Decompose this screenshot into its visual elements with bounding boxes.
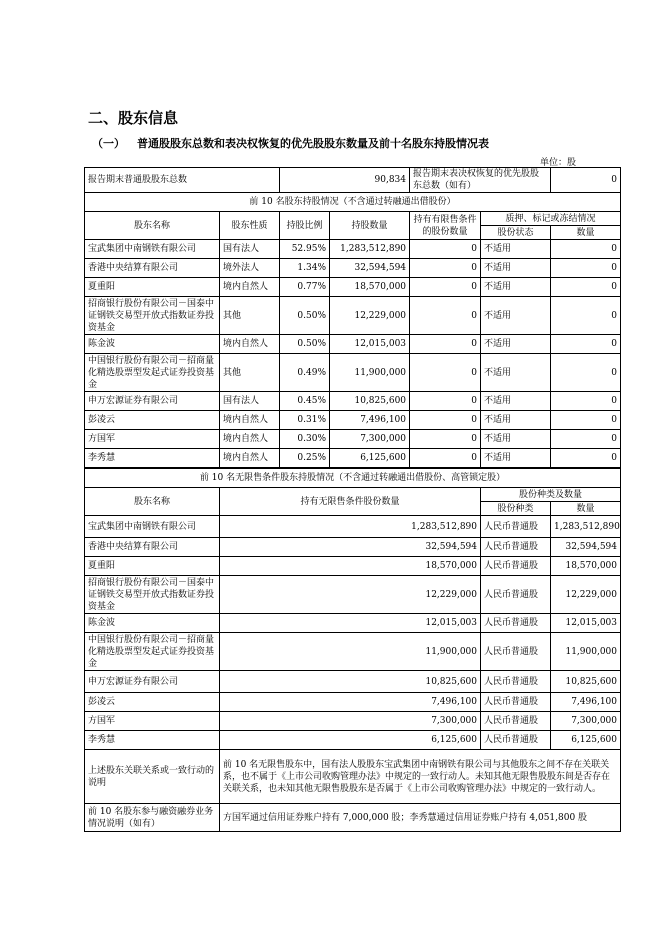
relation-note-label: 上述股东关联关系或一致行动的说明: [85, 750, 220, 804]
share-status: 不适用: [481, 278, 551, 297]
holder-name: 申万宏源证券有限公司: [85, 671, 220, 693]
header-unrestricted-shares: 持有无限售条件股份数量: [220, 488, 481, 516]
header-kind-qty: 数量: [551, 502, 621, 516]
pref-holders-value: 0: [551, 168, 621, 193]
header-shares: 持股数量: [330, 212, 410, 240]
holding-ratio: 0.77%: [280, 278, 330, 297]
share-status: 不适用: [481, 449, 551, 468]
holder-nature: 境内自然人: [220, 335, 280, 354]
holding-ratio: 0.49%: [280, 354, 330, 392]
holding-shares: 7,496,100: [330, 411, 410, 430]
holder-nature: 其他: [220, 297, 280, 335]
unrestricted-shares: 11,900,000: [220, 633, 481, 671]
header-restricted: 持有有限售条件的股份数量: [410, 212, 481, 240]
unit-label: 单位：股: [540, 158, 577, 168]
holding-ratio: 0.50%: [280, 335, 330, 354]
common-holders-value: 90,834: [280, 168, 410, 193]
unrestricted-shares: 18,570,000: [220, 557, 481, 576]
holding-ratio: 0.30%: [280, 430, 330, 449]
unrestricted-shares: 12,015,003: [220, 614, 481, 633]
share-kind: 人民币普通股: [481, 712, 551, 731]
unrestricted-shares: 6,125,600: [220, 731, 481, 750]
unrestricted-shares: 10,825,600: [220, 671, 481, 693]
share-status: 不适用: [481, 259, 551, 278]
margin-note-row: [85, 804, 621, 832]
margin-note-label: 前 10 名股东参与融资融券业务情况说明（如有）: [85, 804, 220, 832]
holder-name: 宝武集团中南钢铁有限公司: [85, 516, 220, 538]
holder-nature: 境内自然人: [220, 449, 280, 468]
share-kind-qty: 10,825,600: [551, 671, 621, 693]
pledge-qty: 0: [551, 354, 621, 392]
shareholders-table: [84, 167, 621, 468]
holding-shares: 18,570,000: [330, 278, 410, 297]
header-kind-group: 股份种类及数量: [481, 488, 621, 502]
holding-ratio: 0.45%: [280, 392, 330, 411]
holder-name: 李秀慧: [85, 449, 220, 468]
restricted-shares: 0: [410, 278, 481, 297]
holder-name: 中国银行股份有限公司－招商量化精选股票型发起式证券投资基金: [85, 354, 220, 392]
table-row: [85, 430, 621, 449]
share-kind-qty: 18,570,000: [551, 557, 621, 576]
share-kind-qty: 12,229,000: [551, 576, 621, 614]
top10-title: 前 10 名股东持股情况（不含通过转融通出借股份）: [85, 193, 621, 212]
header-share-status: 股份状态: [481, 226, 551, 240]
pledge-qty: 0: [551, 335, 621, 354]
share-status: 不适用: [481, 411, 551, 430]
share-kind: 人民币普通股: [481, 731, 551, 750]
share-status: 不适用: [481, 392, 551, 411]
sub-title-text: 普通股股东总数和表决权恢复的优先股股东数量及前十名股东持股情况表: [137, 137, 489, 150]
common-holders-label: 报告期末普通股股东总数: [85, 168, 280, 193]
top10-header-row: [85, 212, 621, 226]
holder-nature: 境内自然人: [220, 411, 280, 430]
holding-ratio: 52.95%: [280, 240, 330, 259]
holder-nature: 境外法人: [220, 259, 280, 278]
holding-ratio: 0.31%: [280, 411, 330, 430]
restricted-shares: 0: [410, 297, 481, 335]
share-status: 不适用: [481, 430, 551, 449]
restricted-shares: 0: [410, 335, 481, 354]
holder-nature: 境内自然人: [220, 430, 280, 449]
header-unrestricted-name: 股东名称: [85, 488, 220, 516]
share-kind: 人民币普通股: [481, 633, 551, 671]
share-kind-qty: 11,900,000: [551, 633, 621, 671]
header-kind: 股份种类: [481, 502, 551, 516]
table-row: [85, 392, 621, 411]
holder-nature: 其他: [220, 354, 280, 392]
table-row: [85, 671, 621, 693]
holding-shares: 6,125,600: [330, 449, 410, 468]
pledge-qty: 0: [551, 259, 621, 278]
table-row: [85, 712, 621, 731]
summary-row: [85, 168, 621, 193]
table-row: [85, 633, 621, 671]
header-pledge-qty: 数量: [551, 226, 621, 240]
holder-name: 方国军: [85, 430, 220, 449]
holding-shares: 10,825,600: [330, 392, 410, 411]
share-kind-qty: 1,283,512,890: [551, 516, 621, 538]
holding-ratio: 0.50%: [280, 297, 330, 335]
holding-ratio: 0.25%: [280, 449, 330, 468]
holder-name: 招商银行股份有限公司－国泰中证钢铁交易型开放式指数证券投资基金: [85, 297, 220, 335]
restricted-shares: 0: [410, 449, 481, 468]
header-ratio: 持股比例: [280, 212, 330, 240]
share-kind-qty: 32,594,594: [551, 538, 621, 557]
share-kind: 人民币普通股: [481, 576, 551, 614]
holder-name: 彭凌云: [85, 693, 220, 712]
share-status: 不适用: [481, 335, 551, 354]
relation-note-text: 前 10 名无限售股东中，国有法人股股东宝武集团中南钢铁有限公司与其他股东之间不存在关联关系，也不属于《上市公司收购管理办法》中规定的一致行动人。未知其他无限售股股东间是否存在关联关系，也未知其他无限售股股东是否属于《上市公司收购管理办法》中规定的一致行动人。: [220, 750, 621, 804]
share-kind: 人民币普通股: [481, 557, 551, 576]
share-kind: 人民币普通股: [481, 538, 551, 557]
table-row: [85, 614, 621, 633]
holding-ratio: 1.34%: [280, 259, 330, 278]
table-row: [85, 693, 621, 712]
share-kind: 人民币普通股: [481, 516, 551, 538]
holder-nature: 国有法人: [220, 240, 280, 259]
pledge-qty: 0: [551, 449, 621, 468]
table-row: [85, 335, 621, 354]
unrestricted-shares: 32,594,594: [220, 538, 481, 557]
holder-name: 宝武集团中南钢铁有限公司: [85, 240, 220, 259]
unrestricted-shares: 7,496,100: [220, 693, 481, 712]
holder-name: 香港中央结算有限公司: [85, 538, 220, 557]
section-title: 二、股东信息: [88, 109, 179, 127]
table-row: [85, 259, 621, 278]
pref-holders-label: 报告期末表决权恢复的优先股股东总数（如有）: [410, 168, 551, 193]
pledge-qty: 0: [551, 392, 621, 411]
holder-name: 夏重阳: [85, 278, 220, 297]
holder-name: 陈金波: [85, 335, 220, 354]
table-row: [85, 240, 621, 259]
unrestricted-title: 前 10 名无限售条件股东持股情况（不含通过转融通出借股份、高管锁定股）: [85, 469, 621, 488]
restricted-shares: 0: [410, 392, 481, 411]
holder-nature: 境内自然人: [220, 278, 280, 297]
share-kind-qty: 12,015,003: [551, 614, 621, 633]
margin-note-text: 方国军通过信用证券账户持有 7,000,000 股；李秀慧通过信用证券账户持有 4,051,800 股: [220, 804, 621, 832]
sub-title: [92, 135, 489, 151]
sub-title-number: （一）: [92, 137, 125, 150]
table-row: [85, 557, 621, 576]
table-row: [85, 354, 621, 392]
restricted-shares: 0: [410, 354, 481, 392]
restricted-shares: 0: [410, 259, 481, 278]
holding-shares: 12,229,000: [330, 297, 410, 335]
unrestricted-table: [84, 468, 621, 832]
holding-shares: 11,900,000: [330, 354, 410, 392]
table-row: [85, 731, 621, 750]
share-status: 不适用: [481, 240, 551, 259]
table-row: [85, 538, 621, 557]
header-holder-nature: 股东性质: [220, 212, 280, 240]
holder-name: 夏重阳: [85, 557, 220, 576]
header-pledge: 质押、标记或冻结情况: [481, 212, 621, 226]
table-row: [85, 576, 621, 614]
share-status: 不适用: [481, 297, 551, 335]
unrestricted-title-row: [85, 469, 621, 488]
top10-title-row: [85, 193, 621, 212]
holder-name: 中国银行股份有限公司－招商量化精选股票型发起式证券投资基金: [85, 633, 220, 671]
share-kind: 人民币普通股: [481, 693, 551, 712]
pledge-qty: 0: [551, 240, 621, 259]
holder-name: 陈金波: [85, 614, 220, 633]
table-row: [85, 297, 621, 335]
holding-shares: 1,283,512,890: [330, 240, 410, 259]
pledge-qty: 0: [551, 278, 621, 297]
holding-shares: 7,300,000: [330, 430, 410, 449]
share-kind-qty: 7,300,000: [551, 712, 621, 731]
table-row: [85, 278, 621, 297]
holder-name: 招商银行股份有限公司－国泰中证钢铁交易型开放式指数证券投资基金: [85, 576, 220, 614]
restricted-shares: 0: [410, 411, 481, 430]
share-status: 不适用: [481, 354, 551, 392]
holder-name: 彭凌云: [85, 411, 220, 430]
restricted-shares: 0: [410, 240, 481, 259]
unrestricted-shares: 7,300,000: [220, 712, 481, 731]
share-kind-qty: 7,496,100: [551, 693, 621, 712]
share-kind: 人民币普通股: [481, 614, 551, 633]
unrestricted-header-row: [85, 488, 621, 502]
holder-name: 申万宏源证券有限公司: [85, 392, 220, 411]
header-holder-name: 股东名称: [85, 212, 220, 240]
pledge-qty: 0: [551, 430, 621, 449]
holder-name: 香港中央结算有限公司: [85, 259, 220, 278]
table-row: [85, 449, 621, 468]
share-kind-qty: 6,125,600: [551, 731, 621, 750]
pledge-qty: 0: [551, 297, 621, 335]
unrestricted-shares: 1,283,512,890: [220, 516, 481, 538]
holder-name: 李秀慧: [85, 731, 220, 750]
holder-nature: 国有法人: [220, 392, 280, 411]
holder-name: 方国军: [85, 712, 220, 731]
holding-shares: 12,015,003: [330, 335, 410, 354]
pledge-qty: 0: [551, 411, 621, 430]
relation-note-row: [85, 750, 621, 804]
share-kind: 人民币普通股: [481, 671, 551, 693]
holding-shares: 32,594,594: [330, 259, 410, 278]
unrestricted-shares: 12,229,000: [220, 576, 481, 614]
table-row: [85, 516, 621, 538]
table-row: [85, 411, 621, 430]
restricted-shares: 0: [410, 430, 481, 449]
